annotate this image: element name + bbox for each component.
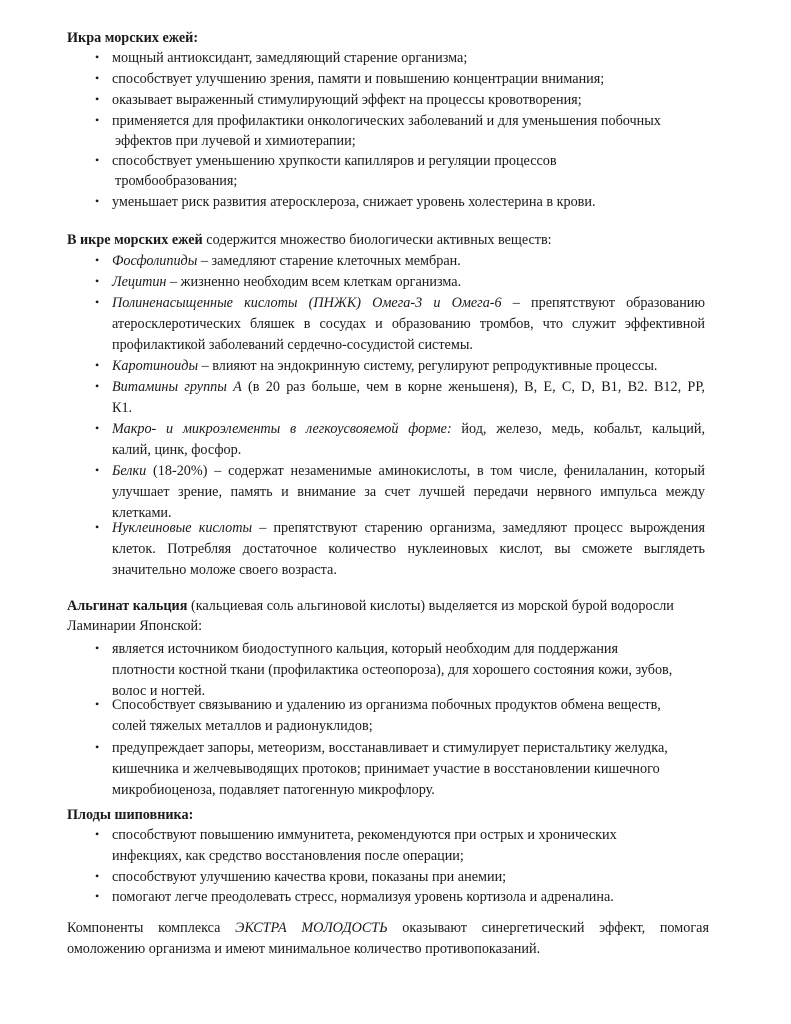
list-item-text: калий, цинк, фосфор. [112,442,242,458]
bullet-icon: • [95,421,100,435]
section-heading-line2: Ламинарии Японской: [67,618,203,634]
section-heading-sea-urchin-roe: Икра морских ежей: [67,30,199,46]
list-item-text: Способствует связыванию и удалению из организма побочных продуктов обмена веществ, [112,697,661,713]
section-heading-rosehip: Плоды шиповника: [67,807,194,823]
list-item-text: уменьшает риск развития атеросклероза, снижает уровень холестерина в крови. [112,194,596,210]
bullet-icon: • [95,358,100,372]
list-item-text: Каротиноиды – влияют на эндокринную систему, регулируют репродуктивные процессы. [112,358,658,374]
list-item-text: значительно моложе своего возраста. [112,562,337,578]
list-item-text: плотности костной ткани (профилактика остеопороза), для хорошего состояния кожи, зубов, [112,662,673,678]
bullet-icon: • [95,697,100,711]
list-item-text: Витамины группы А (в 20 раз больше, чем в корне женьшеня), В, Е, С, D, В1, В2. В12, РР, [112,379,705,395]
list-item-text: Макро- и микроэлементы в легкоусвояемой форме: йод, железо, медь, кобальт, кальций, [112,421,705,437]
section-heading-active-substances: В икре морских ежей содержится множество биологически активных веществ: [67,232,552,248]
bullet-icon: • [95,113,100,127]
list-item-text: Лецитин – жизненно необходим всем клеткам организма. [112,274,462,290]
list-item-text: Белки (18-20%) – содержат незаменимые аминокислоты, в том числе, фенилаланин, который [112,463,705,479]
list-item-text: клетками. [112,505,172,521]
list-item-text: К1. [112,400,133,416]
bullet-icon: • [95,463,100,477]
conclusion-paragraph: Компоненты комплекса ЭКСТРА МОЛОДОСТЬ оказывают синергетический эффект, помогая [67,920,709,936]
list-item-text: применяется для профилактики онкологических заболеваний и для уменьшения побочных [112,113,661,129]
bullet-icon: • [95,641,100,655]
list-item-text: мощный антиоксидант, замедляющий старение организма; [112,50,468,66]
bullet-icon: • [95,520,100,534]
list-item-text: атеросклеротических бляшек в сосудах и образованию тромбов, что служит эффективной [112,316,705,332]
bullet-icon: • [95,379,100,393]
list-item-text: эффектов при лучевой и химиотерапии; [115,133,356,149]
list-item-text: тромбообразования; [115,173,238,189]
list-item-text: оказывает выраженный стимулирующий эффект на процессы кровотворения; [112,92,582,108]
bullet-icon: • [95,827,100,841]
bullet-icon: • [95,92,100,106]
bullet-icon: • [95,740,100,754]
list-item-text: кишечника и желчевыводящих протоков; принимает участие в восстановлении кишечного [112,761,660,777]
list-item-text: волос и ногтей. [112,683,206,699]
list-item-text: способствуют улучшению качества крови, показаны при анемии; [112,869,507,885]
list-item-text: профилактикой заболеваний сердечно-сосудистой системы. [112,337,473,353]
list-item-text: способствуют повышению иммунитета, рекомендуются при острых и хронических [112,827,617,843]
conclusion-line2: омоложению организма и имеют минимальное количество противопоказаний. [67,941,541,957]
list-item-text: Полиненасыщенные кислоты (ПНЖК) Омега-3 и Омега-6 – препятствуют образованию [112,295,705,311]
bullet-icon: • [95,71,100,85]
list-item-text: Нуклеиновые кислоты – препятствуют старению организма, замедляют процесс вырождения [112,520,705,536]
bullet-icon: • [95,869,100,883]
list-item-text: способствует улучшению зрения, памяти и повышению концентрации внимания; [112,71,605,87]
brand-name: ЭКСТРА МОЛОДОСТЬ [235,920,388,936]
section-heading-calcium-alginate: Альгинат кальция (кальциевая соль альгиновой кислоты) выделяется из морской бурой водоросли [67,598,674,614]
list-item-text: инфекциях, как средство восстановления после операции; [112,848,464,864]
list-item-text: солей тяжелых металлов и радионуклидов; [112,718,373,734]
bullet-icon: • [95,295,100,309]
list-item-text: способствует уменьшению хрупкости капилляров и регуляции процессов [112,153,557,169]
list-item-text: предупреждает запоры, метеоризм, восстанавливает и стимулирует перистальтику желудка, [112,740,668,756]
bullet-icon: • [95,274,100,288]
bullet-icon: • [95,253,100,267]
bullet-icon: • [95,153,100,167]
bullet-icon: • [95,194,100,208]
list-item-text: Фосфолипиды – замедляют старение клеточных мембран. [112,253,461,269]
list-item-text: улучшает зрение, память и внимание за счет лучшей передачи нервного импульса между [112,484,705,500]
bullet-icon: • [95,889,100,903]
list-item-text: помогают легче преодолевать стресс, нормализуя уровень кортизола и адреналина. [112,889,614,905]
list-item-text: микробиоценоза, подавляет патогенную микрофлору. [112,782,435,798]
bullet-icon: • [95,50,100,64]
list-item-text: является источником биодоступного кальция, который необходим для поддержания [112,641,619,657]
list-item-text: клеток. Потребляя достаточное количество нуклеиновых кислот, вы сможете выглядеть [112,541,705,557]
